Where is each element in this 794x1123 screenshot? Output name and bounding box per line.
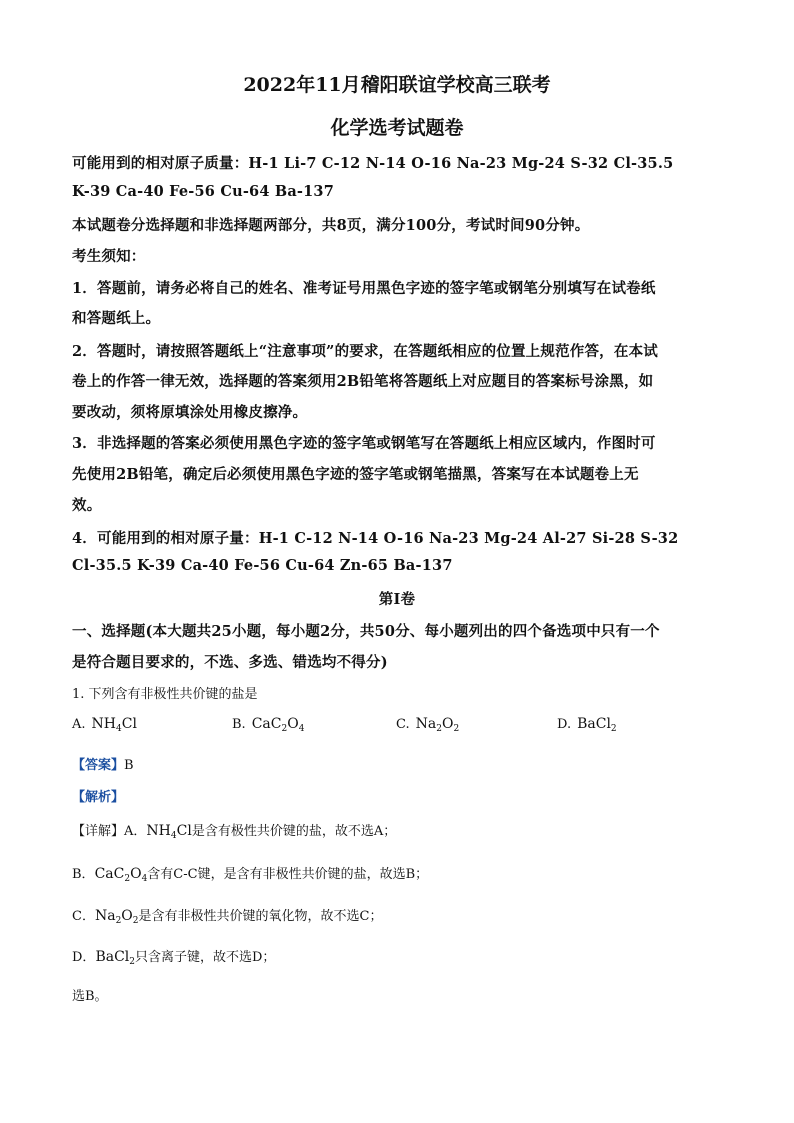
- note-3-line-a: 3．非选择题的答案必须使用黑色字迹的签字笔或钢笔写在答题纸上相应区域内，作图时可: [72, 435, 656, 452]
- detail-d-line: D．BaCl$_2$只含离子键，故不选D；: [72, 949, 276, 967]
- note-4-line-a: 4．可能用到的相对原子量：H-1 C-12 N-14 O-16 Na-23 Mg-24 Al-27 Si-28 S-32: [72, 530, 679, 547]
- section-heading-line-a: 一、选择题(本大题共25小题，每小题2分，共50分、每小题列出的四个备选项中只有一个: [72, 623, 660, 640]
- option-a: [72, 716, 137, 734]
- option-letter: D.: [557, 717, 572, 732]
- detail-b-formula: $CaC_2O_4$: [94, 866, 148, 884]
- option-letter: B.: [232, 717, 246, 732]
- volume-heading: 第Ⅰ卷: [378, 591, 416, 608]
- page-subtitle: 化学选考试题卷: [330, 117, 464, 139]
- answer-line: [72, 754, 134, 773]
- detail-a-line: 【详解】A．$NH_4Cl$是含有极性共价键的盐，故不选A；: [72, 823, 397, 841]
- analysis-line: [72, 786, 124, 805]
- note-2-line-c: 要改动，须将原填涂处用橡皮擦净。: [72, 404, 308, 421]
- conclusion: 选B。: [72, 989, 108, 1004]
- option-formula: $NH_4Cl$: [91, 716, 137, 734]
- option-formula: $CaC_2O_4$: [251, 716, 305, 734]
- detail-d-formula: BaCl$_2$: [95, 949, 135, 967]
- detail-a-formula: $NH_4Cl$: [146, 823, 192, 841]
- option-formula: $Na_2O_2$: [415, 716, 460, 734]
- answer-value: B: [124, 758, 134, 773]
- detail-tag: 【详解】: [72, 824, 125, 839]
- question-1-stem: 1. 下列含有非极性共价键的盐是: [72, 687, 258, 702]
- option-b: [232, 716, 304, 734]
- option-letter: C.: [396, 717, 410, 732]
- option-d: [557, 716, 617, 734]
- exam-info: 本试题卷分选择题和非选择题两部分，共8页，满分100分，考试时间90分钟。: [72, 217, 590, 234]
- note-2-line-a: 2．答题时，请按照答题纸上“注意事项”的要求，在答题纸相应的位置上规范作答，在本试: [72, 343, 658, 360]
- note-4-line-b: Cl-35.5 K-39 Ca-40 Fe-56 Cu-64 Zn-65 Ba-137: [72, 557, 453, 574]
- note-1-line-a: 1．答题前，请务必将自己的姓名、准考证号用黑色字迹的签字笔或钢笔分别填写在试卷纸: [72, 280, 656, 297]
- notice-title: 考生须知：: [72, 248, 146, 265]
- note-3-line-b: 先使用2B铅笔，确定后必须使用黑色字迹的签字笔或钢笔描黑，答案写在本试题卷上无: [72, 466, 639, 483]
- page-title: 2022年11月稽阳联谊学校高三联考: [243, 74, 551, 96]
- answer-tag: 【答案】: [72, 758, 125, 773]
- atomic-masses-line-2: K-39 Ca-40 Fe-56 Cu-64 Ba-137: [72, 183, 335, 200]
- option-formula: BaCl$_2$: [577, 716, 617, 734]
- note-2-line-b: 卷上的作答一律无效，选择题的答案须用2B铅笔将答题纸上对应题目的答案标号涂黑，如: [72, 373, 654, 390]
- section-heading-line-b: 是符合题目要求的，不选、多选、错选均不得分): [72, 654, 388, 671]
- detail-c-formula: $Na_2O_2$: [94, 908, 139, 926]
- detail-c-line: C．$Na_2O_2$是含有非极性共价键的氧化物，故不选C；: [72, 908, 383, 926]
- analysis-tag: 【解析】: [72, 790, 125, 805]
- detail-b-line: B．$CaC_2O_4$含有C-C键，是含有非极性共价键的盐，故选B；: [72, 866, 429, 884]
- option-letter: A.: [72, 717, 86, 732]
- option-c: [396, 716, 459, 734]
- note-1-line-b: 和答题纸上。: [72, 310, 161, 327]
- note-3-line-c: 效。: [72, 497, 102, 514]
- atomic-masses-line-1: 可能用到的相对原子质量：H-1 Li-7 C-12 N-14 O-16 Na-23 Mg-24 S-32 Cl-35.5: [72, 155, 674, 172]
